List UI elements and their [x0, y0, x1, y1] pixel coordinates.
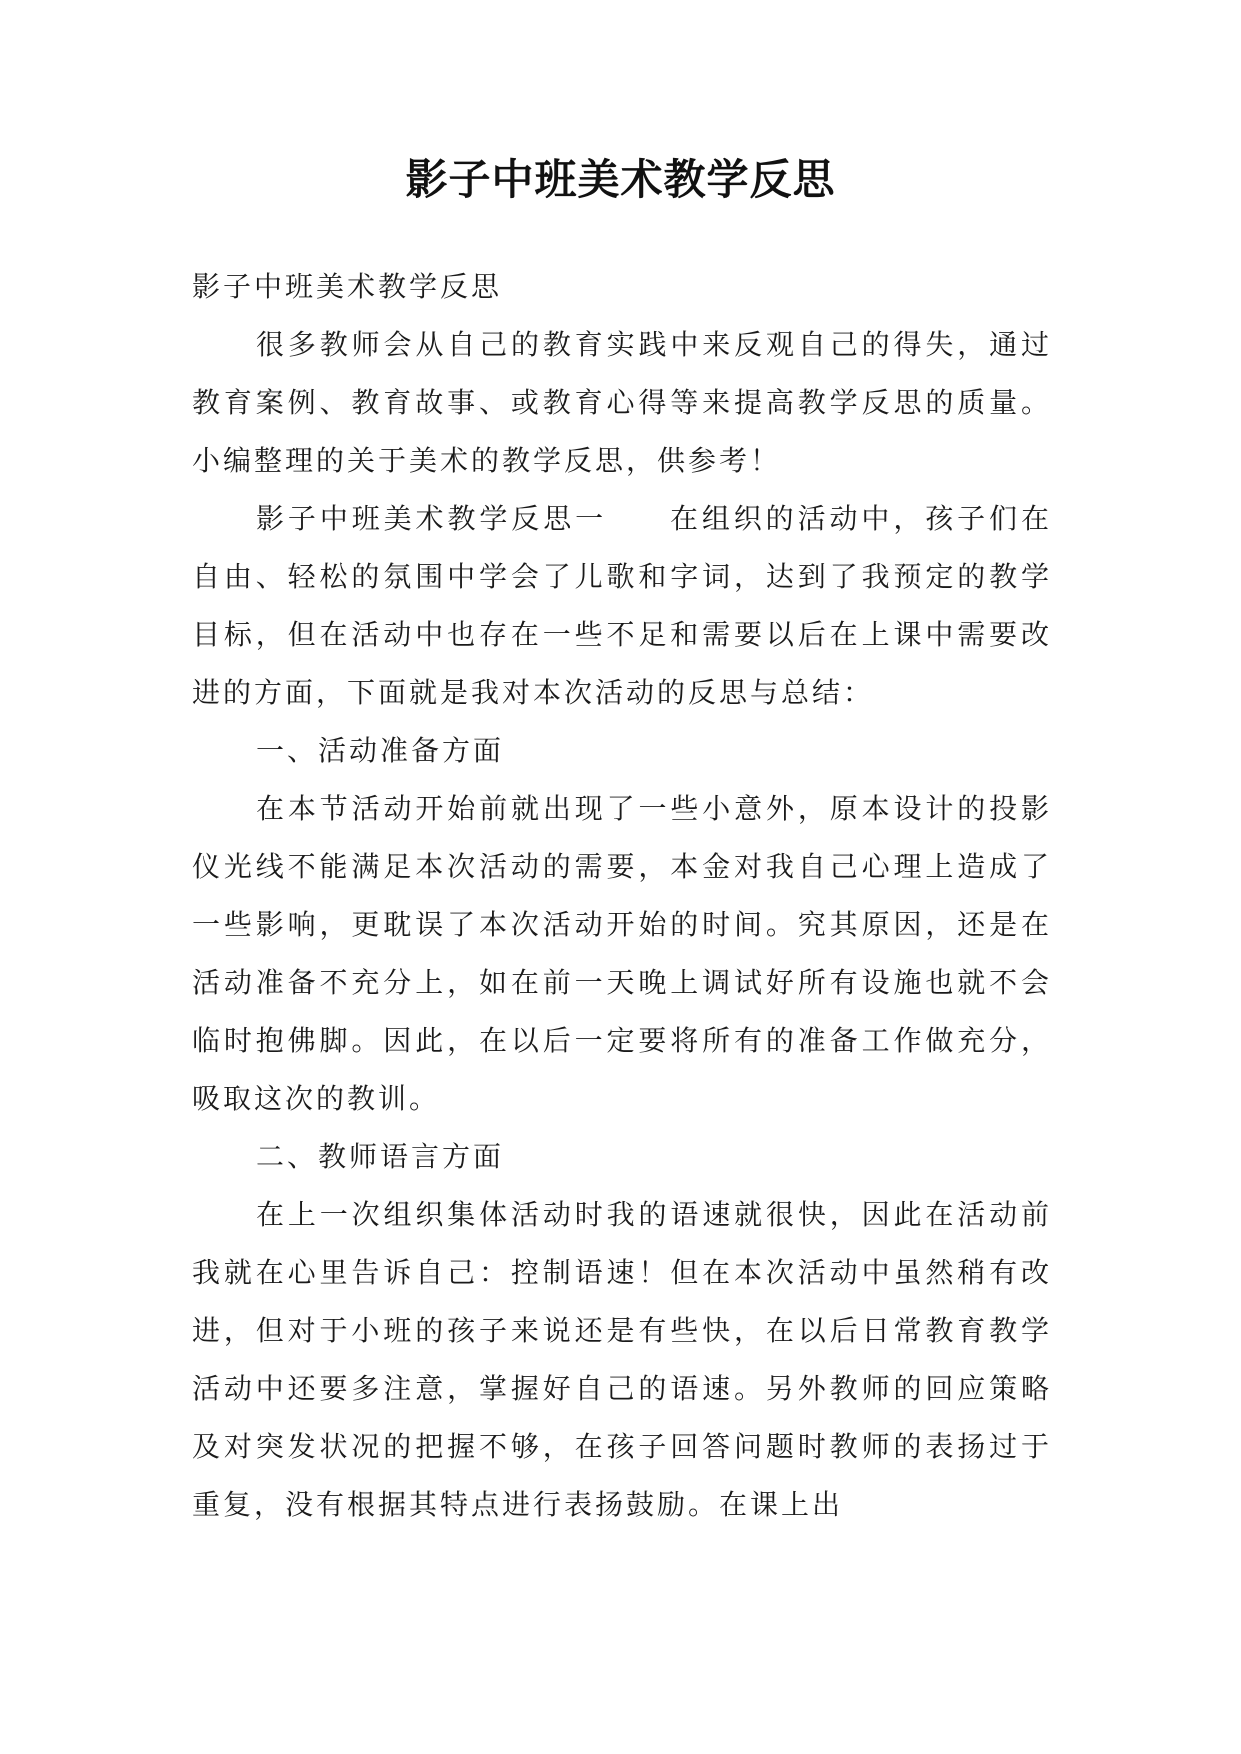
heading-activity-preparation: 一、活动准备方面 [256, 734, 505, 767]
teacher-language-paragraph: 在上一次组织集体活动时我的语速就很快，因此在活动前我就在心里告诉自己：控制语速！但在本次活动中虽然稍有改进，但对于小班的孩子来说还是有些快，在以后日常教育教学活动中还要多注意，掌握好自己的语速。另外教师的回应策略及对突发状况的把握不够，在孩子回答问题时教师的表扬过于重复，没有根据其特点进行表扬鼓励。在课上出 [192, 1198, 1052, 1521]
section-one-text: 在组织的活动中，孩子们在自由、轻松的氛围中学会了儿歌和字词，达到了我预定的教学目标，但在活动中也存在一些不足和需要以后在上课中需要改进的方面，下面就是我对本次活动的反思与总结： [192, 502, 1052, 709]
activity-preparation-paragraph: 在本节活动开始前就出现了一些小意外，原本设计的投影仪光线不能满足本次活动的需要，本金对我自己心理上造成了一些影响，更耽误了本次活动开始的时间。究其原因，还是在活动准备不充分上，如在前一天晚上调试好所有设施也就不会临时抱佛脚。因此，在以后一定要将所有的准备工作做充分，吸取这次的教训。 [192, 792, 1052, 1115]
document-body [192, 258, 1052, 1534]
section-heading: 影子中班美术教学反思一 [256, 502, 608, 535]
document-subtitle: 影子中班美术教学反思 [192, 270, 503, 303]
section-one-paragraph [192, 490, 1052, 722]
intro-paragraph: 很多教师会从自己的教育实践中来反观自己的得失，通过教育案例、教育故事、或教育心得等来提高教学反思的质量。小编整理的关于美术的教学反思，供参考！ [192, 328, 1052, 477]
document-title: 影子中班美术教学反思 [405, 155, 836, 204]
heading-teacher-language: 二、教师语言方面 [256, 1140, 505, 1173]
